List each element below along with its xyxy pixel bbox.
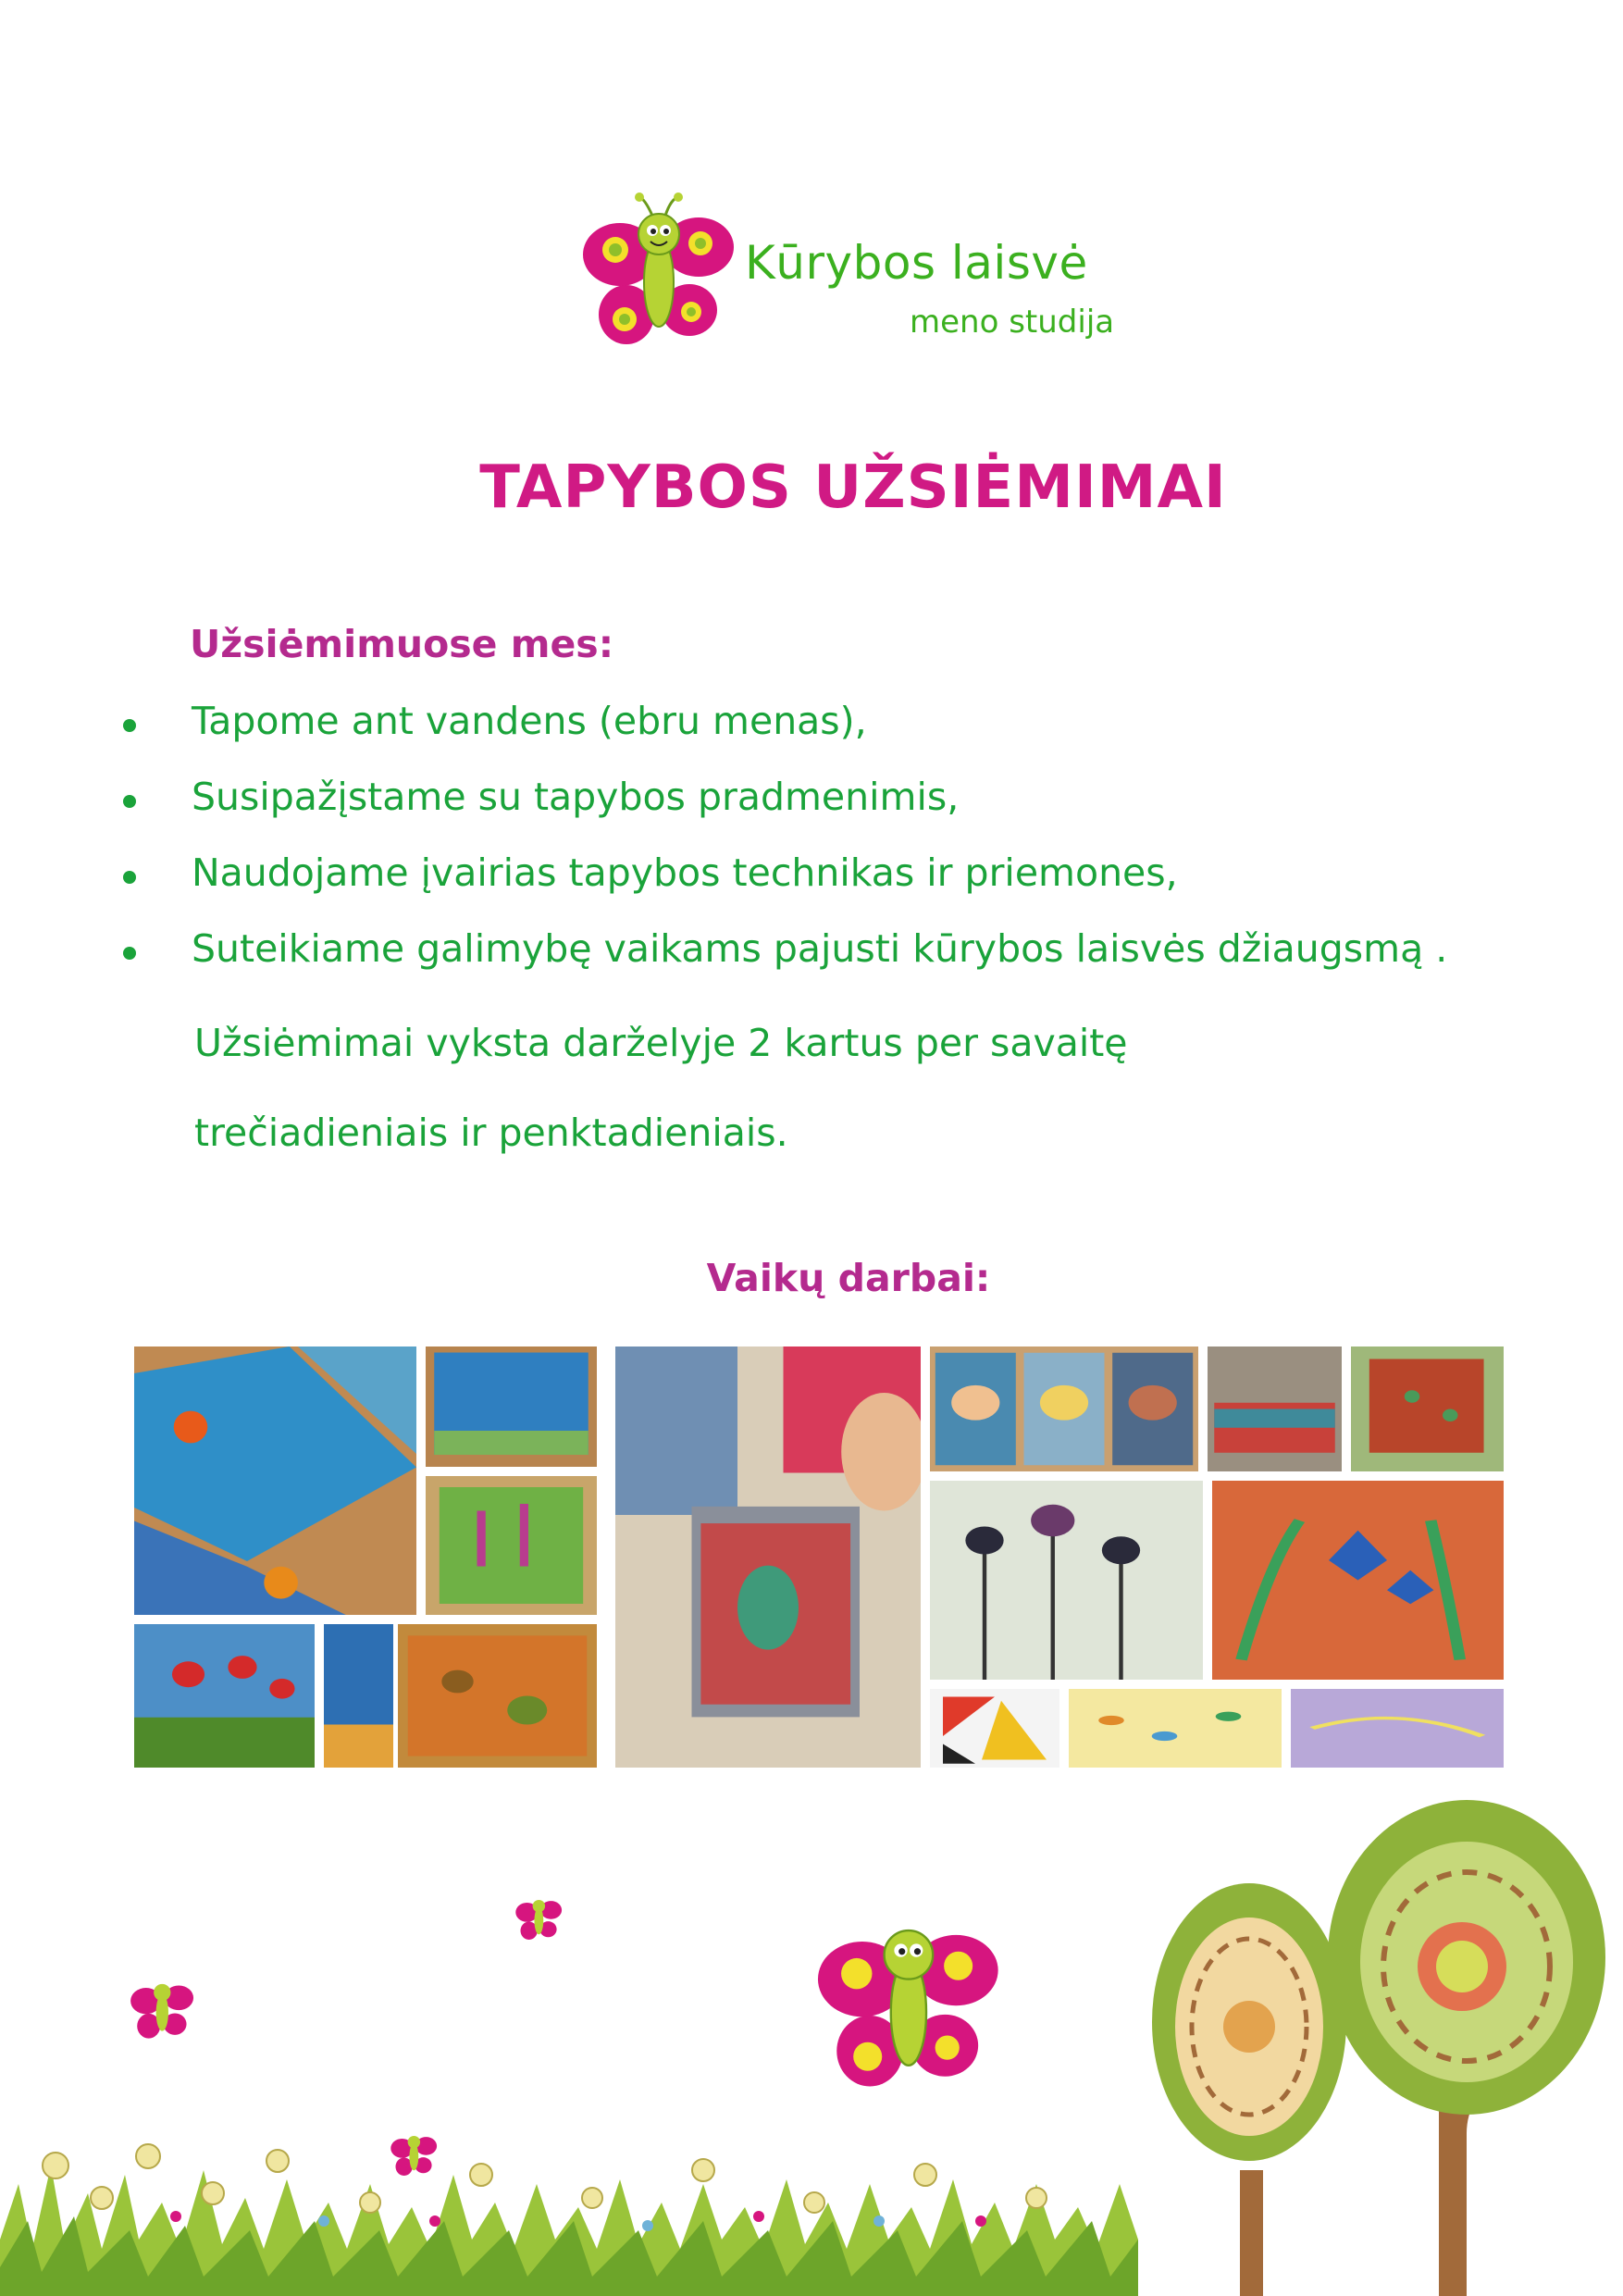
artwork-photo	[1291, 1689, 1504, 1768]
logo-title: Kūrybos laisvė	[745, 236, 1088, 290]
artwork-photo	[134, 1347, 416, 1615]
artwork-photo	[930, 1347, 1198, 1471]
schedule-line-2: trečiadieniais ir penktadieniais.	[194, 1111, 788, 1155]
tree-icon	[1134, 1800, 1615, 2296]
works-title: Vaikų darbai:	[706, 1256, 991, 1300]
intro-text: Užsiėmimuose mes:	[190, 622, 614, 666]
artwork-photo	[1069, 1689, 1282, 1768]
artwork-photo	[1208, 1347, 1342, 1471]
artwork-photo	[1212, 1481, 1504, 1680]
studio-logo	[578, 190, 1171, 366]
children-painting-photo	[615, 1347, 921, 1768]
bullet-dot-icon	[123, 719, 136, 732]
artwork-photo	[426, 1476, 597, 1615]
artwork-photo	[930, 1689, 1059, 1768]
artwork-photo	[398, 1624, 597, 1768]
bullet-dot-icon	[123, 795, 136, 808]
artwork-photo	[134, 1624, 315, 1768]
butterfly-logo-icon	[578, 190, 740, 356]
artwork-photo	[930, 1481, 1203, 1680]
artwork-photo	[426, 1347, 597, 1467]
logo-subtitle: meno studija	[910, 304, 1115, 341]
schedule-line-1: Užsiėmimai vyksta darželyje 2 kartus per savaitę	[194, 1021, 1128, 1065]
bullet-dot-icon	[123, 871, 136, 884]
butterfly-icon	[514, 1893, 564, 1943]
artwork-photo	[324, 1624, 393, 1768]
bullet-dot-icon	[123, 947, 136, 960]
butterfly-icon	[128, 1974, 197, 2043]
page-title: TAPYBOS UŽSIĖMIMAI	[479, 453, 1227, 522]
grass-flowers-icon	[0, 2128, 1138, 2296]
artwork-collage	[134, 1347, 1504, 1768]
butterfly-icon	[810, 1902, 1009, 2101]
artwork-photo	[1351, 1347, 1504, 1471]
